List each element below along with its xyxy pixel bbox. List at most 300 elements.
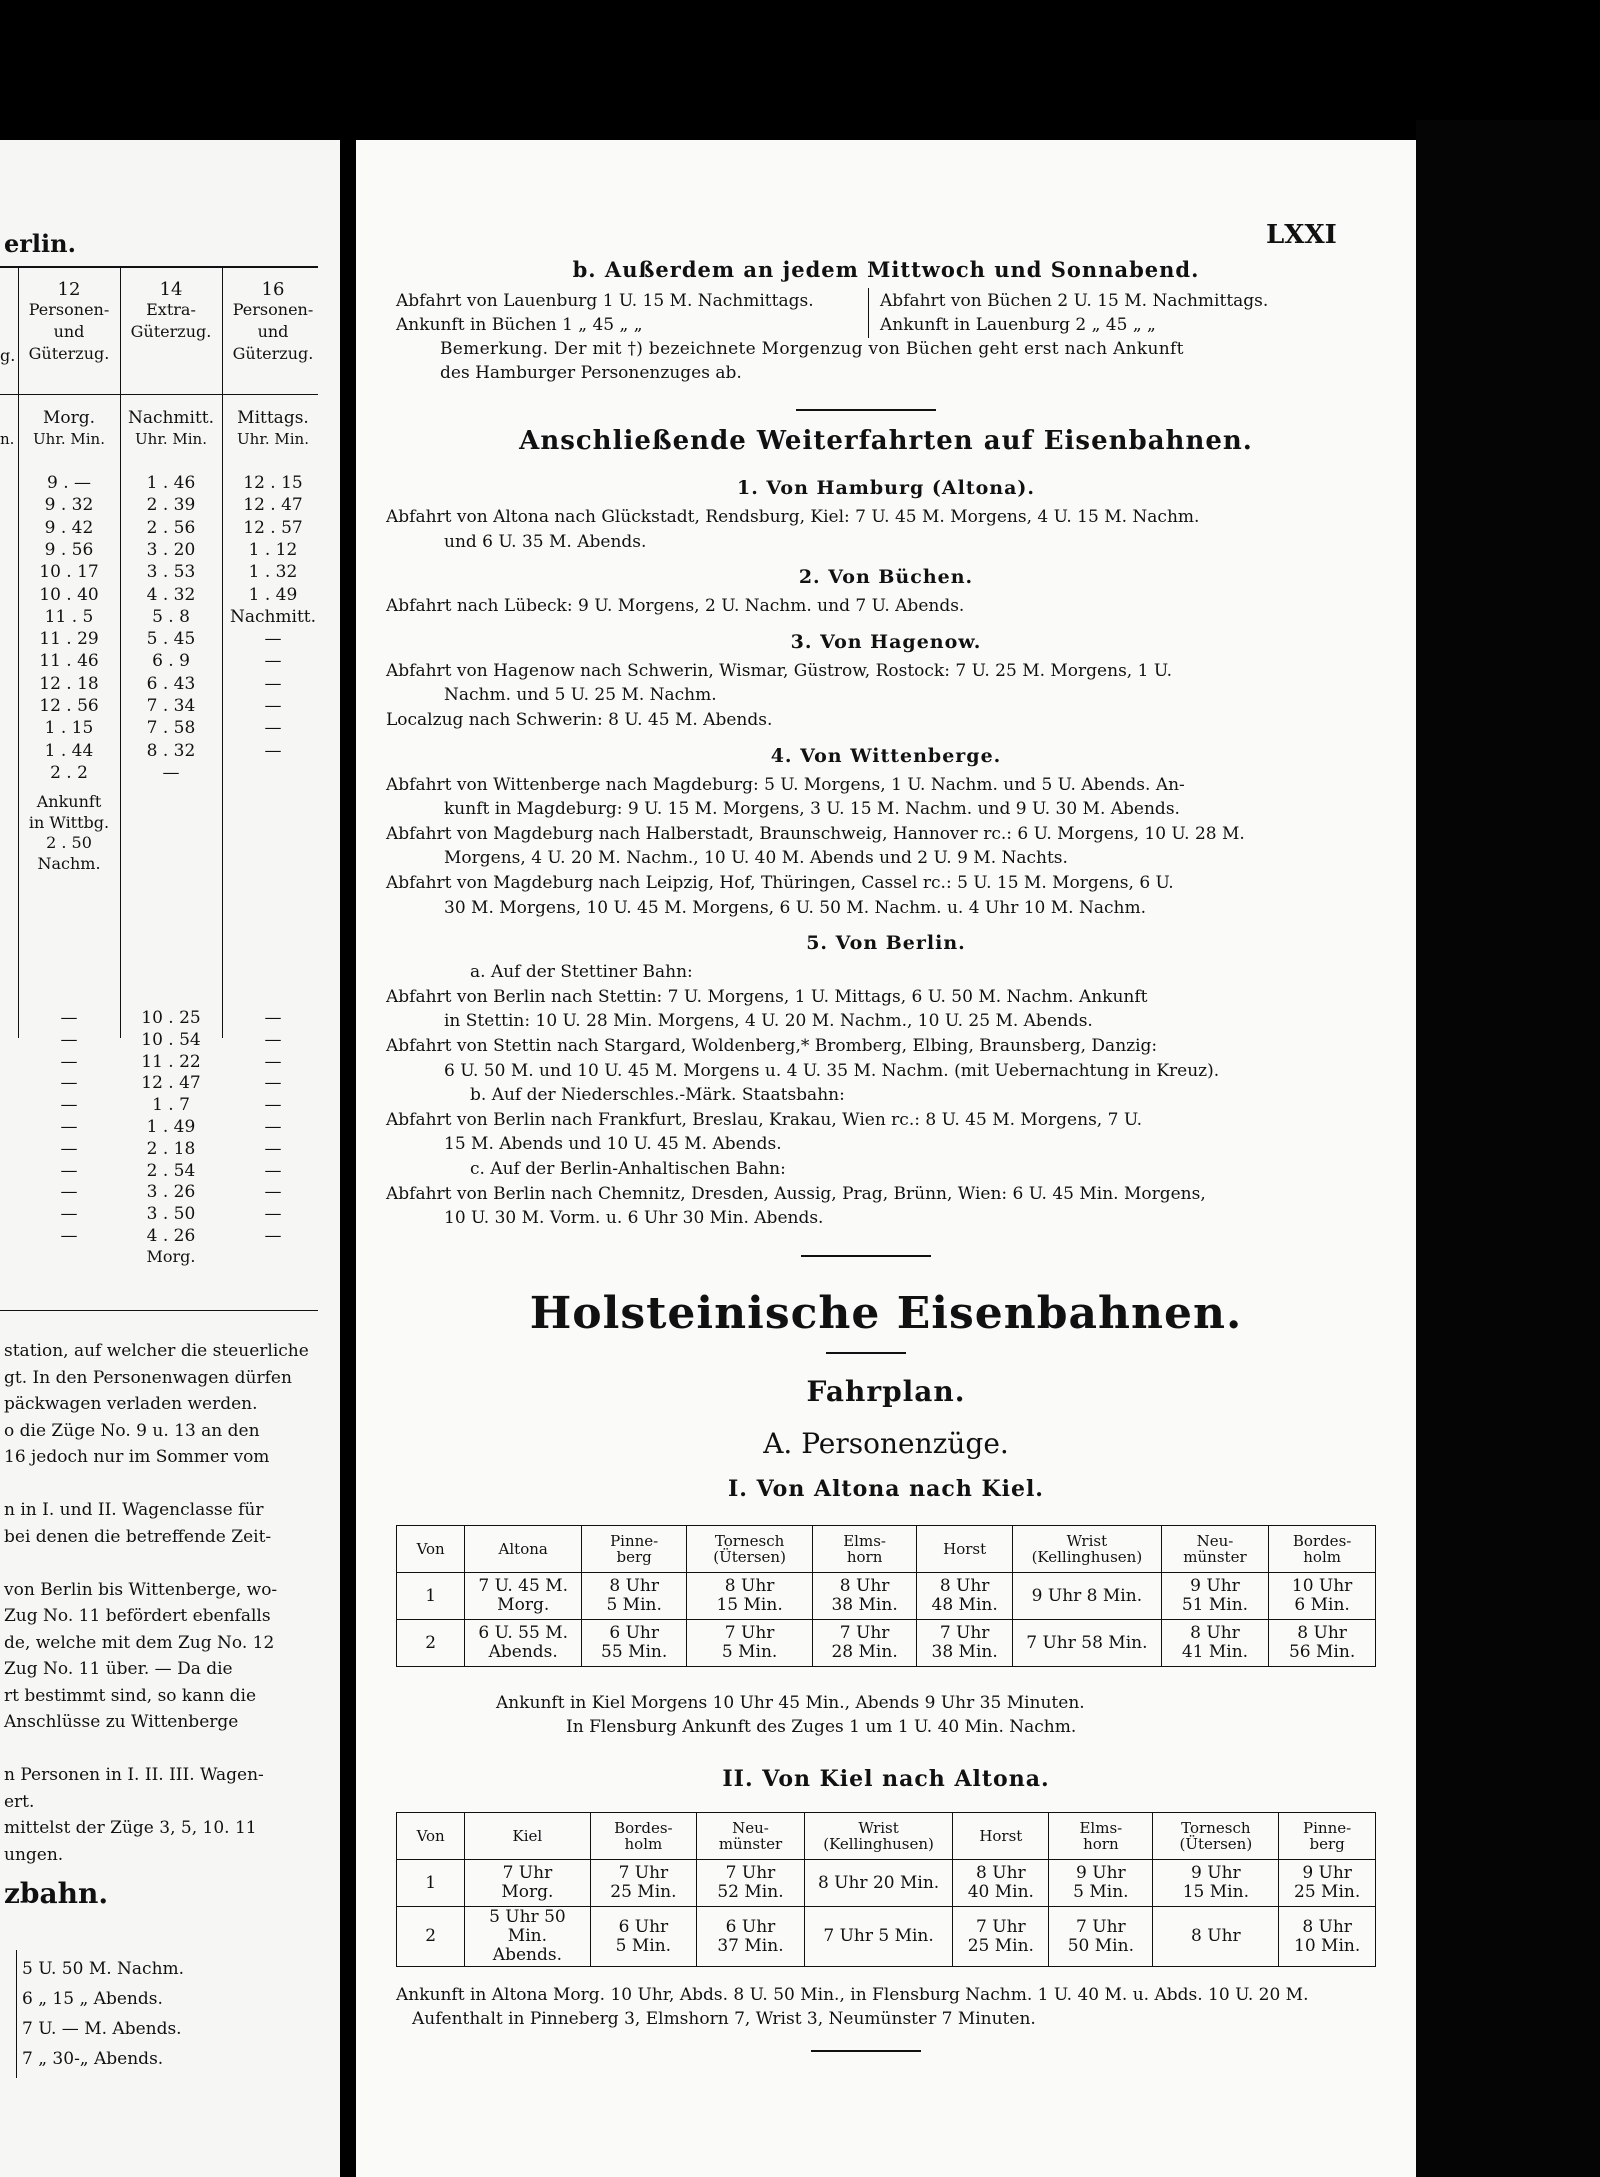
cell-text: 5 Min. (1073, 1882, 1129, 1902)
header-text: (Ütersen) (713, 1548, 786, 1566)
table-header-cell (1279, 1813, 1376, 1860)
header-text: Pinne- (610, 1532, 659, 1550)
table-header-cell (397, 1813, 465, 1860)
cell-text: 7 Uhr (839, 1623, 890, 1643)
cell-text: 9 Uhr (1076, 1863, 1126, 1883)
time-cell: 12 . 57 (243, 517, 303, 538)
route-line: Abfahrt nach Lübeck: 9 U. Morgens, 2 U. Nachm. und 7 U. Abends. (386, 596, 965, 617)
column-number: 16 (261, 279, 285, 300)
header-text: holm (624, 1835, 663, 1853)
cell-text: 6 U. 55 M. (478, 1623, 569, 1643)
left-header-rule (0, 266, 318, 268)
cell-text: 8 Uhr 20 Min. (817, 1872, 940, 1893)
time-cell: 1 . 49 (146, 1117, 196, 1137)
fahrplan-title: Fahrplan. (806, 1375, 966, 1408)
header-text: Horst (979, 1827, 1023, 1845)
time-cell: 12 . 18 (39, 673, 99, 694)
cell-text: 7 Uhr (1076, 1916, 1126, 1937)
cell-text: 7 Uhr (618, 1863, 669, 1883)
header-text: Bordes- (614, 1819, 673, 1837)
table-row (397, 1860, 1376, 1907)
route-line: Abfahrt von Berlin nach Frankfurt, Breslau, Krakau, Wien rc.: 8 U. 45 M. Morgens, 7 U. (386, 1109, 1142, 1130)
time-cell: — (60, 1008, 78, 1028)
cell-text: 1 (425, 1872, 437, 1893)
cell-text: 40 Min. (967, 1882, 1034, 1902)
cell-text: 6 Uhr (725, 1916, 776, 1937)
time-cell: — (60, 1182, 78, 1203)
time-cell: 3 . 53 (146, 562, 196, 583)
table2-title: II. Von Kiel nach Altona. (722, 1766, 1050, 1792)
route-line: und 6 U. 35 M. Abends. (444, 531, 647, 552)
table-cell (1161, 1573, 1269, 1620)
holstein-title: Holsteinische Eisenbahnen. (529, 1288, 1243, 1339)
cell-text: 38 Min. (931, 1642, 998, 1662)
cell-text: 56 Min. (1288, 1642, 1356, 1662)
table-cell (582, 1620, 687, 1667)
cell-text: 10 Min. (1294, 1935, 1361, 1956)
arrival-note: Nachm. (37, 853, 101, 873)
header-text: (Kellinghusen) (1031, 1548, 1143, 1566)
time-cell: 10 . 17 (39, 562, 99, 583)
time-cell: 9 . 32 (44, 495, 94, 516)
cell-text: 48 Min. (931, 1595, 998, 1615)
table-cell (697, 1907, 805, 1967)
table-cell (813, 1620, 917, 1667)
table-header-cell (1161, 1526, 1269, 1573)
time-cell: 12 . 15 (243, 473, 303, 493)
cell-text: 8 Uhr (724, 1576, 775, 1596)
table-cell (687, 1573, 813, 1620)
table-header-cell (465, 1813, 590, 1860)
cell-text: 8 Uhr (939, 1576, 990, 1596)
table-cell (917, 1573, 1013, 1620)
header-text: Bordes- (1292, 1532, 1352, 1550)
table-cell (804, 1907, 953, 1967)
table-cell (582, 1573, 687, 1620)
cell-text: 7 Uhr (725, 1863, 776, 1883)
table1-title: I. Von Altona nach Kiel. (728, 1476, 1044, 1502)
table-header-cell (1153, 1813, 1279, 1860)
cell-text: 7 Uhr (502, 1863, 553, 1883)
scan-border (1416, 120, 1600, 2177)
schedule-line: Abfahrt von Büchen 2 U. 15 M. Nachmittags. (880, 291, 1269, 311)
cell-text: 7 Uhr 5 Min. (823, 1926, 934, 1946)
note-line: päckwagen verladen werden. (4, 1394, 258, 1414)
column-unit-fragment: n. (0, 430, 15, 448)
cell-text: 2 (425, 1926, 437, 1946)
time-cell: — (264, 1051, 282, 1072)
table-cell (1279, 1907, 1376, 1967)
time-cell: 3 . 26 (146, 1182, 196, 1203)
route-line: Abfahrt von Altona nach Glückstadt, Rendsburg, Kiel: 7 U. 45 M. Morgens, 4 U. 15 M. Nachm. (386, 507, 1200, 527)
schedule-line: Abfahrt von Lauenburg 1 U. 15 M. Nachmittags. (396, 291, 814, 311)
right-page (356, 140, 1416, 2177)
table1-grid (396, 1525, 1376, 1667)
note-line: bei denen die betreffende Zeit- (4, 1526, 272, 1547)
table-cell (1269, 1620, 1376, 1667)
time-cell: — (264, 1095, 282, 1116)
time-cell: — (60, 1029, 78, 1050)
cell-text: 38 Min. (831, 1595, 898, 1615)
time-cell: 4 . 32 (146, 584, 196, 605)
column-header-fragment: g. (0, 346, 16, 365)
table-cell (397, 1620, 465, 1667)
table-note: Aufenthalt in Pinneberg 3, Elmshorn 7, Wrist 3, Neumünster 7 Minuten. (412, 2009, 1036, 2029)
note-line: 16 jedoch nur im Sommer vom (4, 1447, 270, 1467)
cell-text: 2 (425, 1632, 437, 1653)
table-cell (953, 1907, 1049, 1967)
section-b-title: b. Außerdem an jedem Mittwoch und Sonnabend. (572, 257, 1200, 282)
table-header-cell (397, 1526, 465, 1573)
time-cell: 12 . 47 (141, 1073, 201, 1094)
route-line: Abfahrt von Berlin nach Stettin: 7 U. Morgens, 1 U. Mittags, 6 U. 50 M. Nachm. Ankunft (386, 986, 1148, 1007)
table-header-cell (582, 1526, 687, 1573)
schedule-line: Ankunft in Lauenburg 2 „ 45 „ „ (880, 315, 1156, 335)
route-line: Abfahrt von Stettin nach Stargard, Woldenberg,* Bromberg, Elbing, Braunsberg, Danzig: (386, 1036, 1158, 1056)
route-heading: 5. Von Berlin. (806, 932, 966, 955)
time-cell: — (60, 1138, 78, 1159)
table-cell (397, 1860, 465, 1907)
note-line: ungen. (4, 1844, 64, 1865)
table-cell (953, 1860, 1049, 1907)
note-line: gt. In den Personenwagen dürfen (4, 1367, 292, 1388)
time-cell: — (60, 1160, 78, 1181)
left-bahn-title: zbahn. (4, 1877, 109, 1910)
time-cell: 7 . 34 (146, 696, 196, 716)
table-cell (1049, 1907, 1153, 1967)
note-line: Zug No. 11 über. — Da die (4, 1659, 233, 1679)
route-line: b. Auf der Niederschles.-Märk. Staatsbahn: (470, 1085, 845, 1106)
route-line: Abfahrt von Berlin nach Chemnitz, Dresden, Aussig, Prag, Brünn, Wien: 6 U. 45 Min. Morgens, (386, 1183, 1206, 1204)
time-cell: 11 . 29 (39, 629, 99, 650)
cell-text: 55 Min. (601, 1642, 668, 1662)
table-cell (1013, 1620, 1162, 1667)
header-text: münster (718, 1835, 783, 1853)
route-line: 30 M. Morgens, 10 U. 45 M. Morgens, 6 U. 50 M. Nachm. u. 4 Uhr 10 M. Nachm. (444, 897, 1146, 918)
route-heading: 1. Von Hamburg (Altona). (736, 477, 1036, 499)
route-line: in Stettin: 10 U. 28 Min. Morgens, 4 U. 20 M. Nachm., 10 U. 25 M. Abends. (444, 1011, 1093, 1032)
route-heading: 2. Von Büchen. (798, 566, 974, 589)
table-cell (804, 1860, 953, 1907)
table-note: In Flensburg Ankunft des Zuges 1 um 1 U. 40 Min. Nachm. (566, 1717, 1077, 1737)
cell-text: Abends. (488, 1642, 558, 1662)
time-cell: — (264, 673, 282, 694)
header-text: (Kellinghusen) (823, 1835, 934, 1853)
table-cell (465, 1860, 590, 1907)
cell-text: 28 Min. (831, 1642, 898, 1662)
time-cell: 8 . 32 (146, 740, 196, 761)
table-cell (1049, 1860, 1153, 1907)
header-text: horn (846, 1548, 883, 1566)
table-note: Ankunft in Kiel Morgens 10 Uhr 45 Min., Abends 9 Uhr 35 Minuten. (496, 1693, 1085, 1713)
cell-text: 7 U. 45 M. (478, 1576, 569, 1596)
left-notes-rule (0, 1310, 318, 1311)
table-header-cell (1013, 1526, 1162, 1573)
table-header-cell (1049, 1813, 1153, 1860)
time-cell: 2 . 18 (146, 1138, 196, 1159)
cell-text: 8 Uhr (976, 1863, 1026, 1883)
table-header-row (397, 1526, 1376, 1573)
route-line: 15 M. Abends und 10 U. 45 M. Abends. (444, 1134, 782, 1155)
remark-line: des Hamburger Personenzuges ab. (440, 363, 742, 383)
time-cell: 2 . 56 (146, 517, 196, 538)
time-cell: — (264, 651, 282, 672)
morning-label: Morg. (146, 1247, 196, 1266)
table-cell (1269, 1573, 1376, 1620)
cell-text: 9 Uhr (1190, 1576, 1240, 1596)
time-cell: 2 . 54 (146, 1160, 196, 1181)
table-cell (1013, 1573, 1162, 1620)
time-cell: — (60, 1051, 78, 1072)
route-heading: 3. Von Hagenow. (790, 630, 982, 653)
header-text: Von (416, 1540, 445, 1558)
time-cell: — (60, 1117, 78, 1137)
time-cell: 1 . 15 (44, 718, 94, 739)
time-cell: — (264, 1226, 282, 1246)
cell-text: 41 Min. (1181, 1642, 1249, 1662)
cell-text: 8 Uhr (1190, 1623, 1240, 1643)
time-cell: — (60, 1095, 78, 1116)
table-cell (397, 1907, 465, 1967)
column-header-line: Güterzug. (130, 322, 212, 341)
cell-text: Morg. (497, 1595, 550, 1615)
column-header-line: Extra- (146, 300, 196, 319)
time-cell: 10 . 54 (141, 1029, 201, 1050)
time-cell: 2 . 2 (50, 762, 88, 783)
schedule-line: 7 U. — M. Abends. (22, 2019, 182, 2039)
cell-text: 5 Min. (606, 1595, 662, 1615)
section-rule (801, 1255, 931, 1257)
cell-text: 5 Min. (615, 1935, 672, 1956)
cell-text: 6 Uhr (618, 1916, 669, 1937)
time-cell: — (264, 1160, 282, 1181)
route-line: c. Auf der Berlin-Anhaltischen Bahn: (470, 1159, 786, 1179)
table-header-row (397, 1813, 1376, 1860)
time-cell: — (264, 1204, 282, 1225)
schedule-line: 6 „ 15 „ Abends. (22, 1989, 163, 2009)
cell-text: 7 Uhr (976, 1916, 1026, 1937)
time-cell: — (264, 1073, 282, 1094)
column-header-line: und (257, 322, 289, 341)
note-line: rt bestimmt sind, so kann die (4, 1685, 257, 1706)
header-text: Neu- (1196, 1532, 1234, 1550)
cell-text: 5 Min. (721, 1642, 778, 1662)
section-b-divider (868, 288, 869, 338)
cell-text: Abends. (492, 1945, 562, 1965)
cell-text: 15 Min. (716, 1595, 783, 1615)
route-line: 6 U. 50 M. und 10 U. 45 M. Morgens u. 4 U. 35 M. Nachm. (mit Uebernachtung in Kreuz). (444, 1060, 1220, 1081)
time-cell: 7 . 58 (146, 718, 196, 739)
table-header-cell (813, 1526, 917, 1573)
route-line: a. Auf der Stettiner Bahn: (470, 962, 693, 983)
column-unit: Uhr. Min. (237, 430, 309, 448)
column-header-line: Personen- (28, 300, 110, 319)
section-rule (796, 409, 936, 411)
cell-text: Morg. (501, 1882, 554, 1902)
time-cell: 1 . 46 (146, 473, 196, 493)
time-cell: — (264, 696, 282, 716)
note-line: ert. (4, 1791, 35, 1812)
time-cell: — (264, 629, 282, 650)
time-cell: 12 . 47 (243, 495, 303, 516)
route-line: Abfahrt von Wittenberge nach Magdeburg: 5 U. Morgens, 1 U. Nachm. und 5 U. Abends. An- (386, 774, 1185, 795)
note-line: von Berlin bis Wittenberge, wo- (4, 1579, 278, 1600)
table-header-cell (697, 1813, 805, 1860)
cell-text: 6 Uhr (609, 1623, 659, 1643)
note-line: n Personen in I. II. III. Wagen- (4, 1765, 264, 1785)
header-text: Elms- (843, 1532, 886, 1550)
column-header-line: und (53, 322, 85, 341)
table-cell (1279, 1860, 1376, 1907)
cell-text: 25 Min. (967, 1935, 1034, 1956)
time-cell: 1 . 32 (248, 562, 298, 583)
table-header-cell (1269, 1526, 1376, 1573)
cell-text: 9 Uhr 8 Min. (1031, 1585, 1143, 1606)
time-cell: 1 . 44 (44, 740, 94, 761)
time-cell: — (264, 740, 282, 761)
header-text: Horst (943, 1540, 987, 1558)
left-subhead-rule (0, 394, 318, 395)
table2-grid (396, 1812, 1376, 1967)
time-cell: 9 . 56 (44, 539, 94, 560)
route-line: kunft in Magdeburg: 9 U. 15 M. Morgens, 3 U. 15 M. Nachm. und 9 U. 30 M. Abends. (444, 799, 1180, 820)
cell-text: 25 Min. (610, 1882, 677, 1902)
header-text: Elms- (1079, 1819, 1123, 1837)
column-unit: Uhr. Min. (33, 430, 105, 448)
table-header-cell (953, 1813, 1049, 1860)
header-text: horn (1083, 1835, 1119, 1853)
time-cell: — (60, 1226, 78, 1246)
table-cell (465, 1620, 582, 1667)
time-cell: 1 . 49 (248, 584, 298, 605)
column-number: 12 (57, 279, 81, 300)
table-cell (687, 1620, 813, 1667)
cell-text: 10 Uhr (1291, 1576, 1353, 1596)
anschluss-title: Anschließende Weiterfahrten auf Eisenbahnen. (519, 426, 1253, 456)
time-cell: — (264, 1182, 282, 1203)
route-line: Abfahrt von Hagenow nach Schwerin, Wismar, Güstrow, Rostock: 7 U. 25 M. Morgens, 1 U. (386, 660, 1172, 681)
time-cell: — (264, 718, 282, 739)
table-cell (1153, 1860, 1279, 1907)
cell-text: 51 Min. (1181, 1595, 1249, 1615)
column-subhead: Nachmitt. (127, 408, 215, 428)
cell-text: 50 Min. (1067, 1935, 1134, 1956)
time-cell: 5 . 45 (146, 629, 196, 650)
cell-text: 8 Uhr (839, 1576, 890, 1596)
time-cell: 3 . 50 (146, 1204, 196, 1225)
cell-text: 25 Min. (1294, 1882, 1361, 1902)
header-text: (Ütersen) (1179, 1835, 1253, 1853)
table-cell (465, 1907, 590, 1967)
time-cell: — (264, 1008, 282, 1028)
time-cell: 12 . 56 (39, 696, 99, 716)
time-cell: Nachmitt. (229, 606, 317, 627)
header-text: Wrist (1066, 1532, 1108, 1550)
table-header-cell (917, 1526, 1013, 1573)
time-cell: — (60, 1073, 78, 1094)
time-cell: 9 . 42 (44, 517, 94, 538)
cell-text: 7 Uhr (724, 1623, 775, 1643)
table-cell (697, 1860, 805, 1907)
schedule-line: Ankunft in Büchen 1 „ 45 „ „ (396, 315, 643, 335)
route-line: Morgens, 4 U. 20 M. Nachm., 10 U. 40 M. Abends und 2 U. 9 M. Nachts. (444, 848, 1068, 869)
note-line: mittelst der Züge 3, 5, 10. 11 (4, 1818, 257, 1838)
header-text: Tornesch (714, 1532, 785, 1550)
column-header-line: Güterzug. (28, 344, 110, 363)
column-number: 14 (159, 279, 183, 300)
time-cell: 9 . — (46, 473, 92, 493)
header-text: Pinne- (1303, 1819, 1352, 1837)
time-cell: — (264, 1117, 282, 1137)
note-line: Zug No. 11 befördert ebenfalls (4, 1606, 271, 1626)
time-cell: 11 . 5 (44, 606, 94, 627)
left-bottom-rule (16, 1950, 17, 2078)
cell-text: 7 Uhr 58 Min. (1026, 1632, 1148, 1653)
cell-text: 9 Uhr (1302, 1863, 1352, 1883)
route-line: Localzug nach Schwerin: 8 U. 45 M. Abends. (386, 710, 773, 730)
schedule-line: 7 „ 30-„ Abends. (22, 2049, 164, 2069)
arrival-note: in Wittbg. (28, 812, 110, 832)
cell-text: 6 Min. (1294, 1595, 1350, 1615)
header-text: holm (1303, 1548, 1341, 1566)
time-cell: — (60, 1204, 78, 1225)
cell-text: 8 Uhr (1191, 1926, 1241, 1946)
table-note: Ankunft in Altona Morg. 10 Uhr, Abds. 8 U. 50 Min., in Flensburg Nachm. 1 U. 40 M. u. Abds. 10 U. 20 M. (396, 1985, 1309, 2005)
cell-text: 9 Uhr (1191, 1863, 1241, 1883)
time-cell: 3 . 20 (146, 539, 196, 560)
column-subhead: Mittags. (237, 408, 309, 428)
header-text: Neu- (732, 1819, 769, 1837)
route-line: Nachm. und 5 U. 25 M. Nachm. (444, 685, 717, 706)
cell-text: 8 Uhr (1297, 1623, 1347, 1643)
header-text: berg (616, 1548, 652, 1566)
column-unit: Uhr. Min. (135, 430, 207, 448)
time-cell: 11 . 46 (39, 651, 99, 672)
cell-text: 1 (425, 1585, 437, 1606)
table-header-cell (590, 1813, 697, 1860)
header-text: Kiel (512, 1827, 543, 1845)
route-line: Abfahrt von Magdeburg nach Halberstadt, Braunschweig, Hannover rc.: 6 U. Morgens, 10 U. 28 M. (386, 823, 1245, 844)
time-cell: 5 . 8 (152, 606, 190, 627)
cell-text: 8 Uhr (609, 1576, 659, 1596)
schedule-line: 5 U. 50 M. Nachm. (22, 1959, 185, 1979)
personenzuege-title: A. Personenzüge. (763, 1427, 1009, 1460)
header-text: münster (1183, 1548, 1247, 1566)
table-row (397, 1573, 1376, 1620)
table-header-cell (804, 1813, 953, 1860)
cell-text: 37 Min. (717, 1935, 784, 1956)
header-text: Von (416, 1827, 445, 1845)
table-cell (397, 1573, 465, 1620)
column-header-line: Personen- (232, 300, 314, 319)
route-heading: 4. Von Wittenberge. (770, 744, 1002, 767)
time-cell: 2 . 39 (146, 495, 196, 516)
section-rule (811, 2050, 921, 2052)
route-line: Abfahrt von Magdeburg nach Leipzig, Hof, Thüringen, Cassel rc.: 5 U. 15 M. Morgens, 6 U. (386, 873, 1174, 893)
cell-text: 5 Uhr 50 Min. (489, 1907, 566, 1946)
cell-text: 15 Min. (1182, 1882, 1249, 1902)
table-row (397, 1620, 1376, 1667)
table-header-cell (465, 1526, 582, 1573)
time-cell: 4 . 26 (146, 1226, 196, 1246)
table-cell (590, 1860, 697, 1907)
book-gutter (340, 0, 356, 2177)
table-cell (590, 1907, 697, 1967)
table-cell (917, 1620, 1013, 1667)
time-cell: — (264, 1029, 282, 1050)
header-text: Altona (498, 1540, 548, 1558)
table-cell (813, 1573, 917, 1620)
